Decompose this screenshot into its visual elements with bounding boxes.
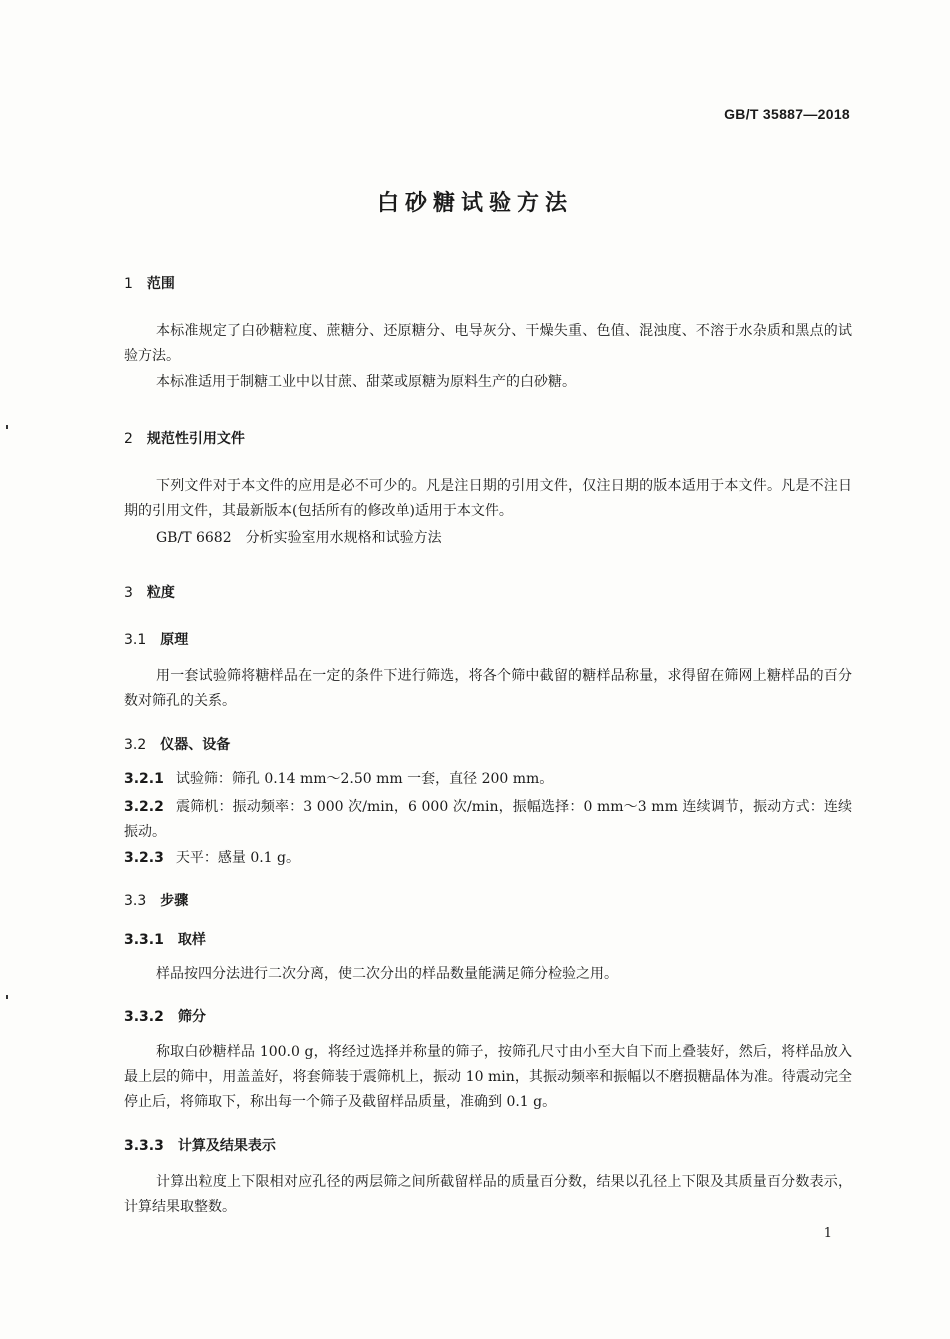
section-3-3-1-paragraph: 样品按四分法进行二次分离，使二次分出的样品数量能满足筛分检验之用。 [156, 966, 618, 982]
scan-edge-mark [6, 425, 8, 429]
section-3-3-1-heading [124, 929, 206, 949]
section-2-paragraph-1: 下列文件对于本文件的应用是必不可少的。凡是注日期的引用文件，仅注日期的版本适用于本文件。凡是不注日期的引用文件，其最新版本(包括所有的修改单)适用于本文件。 [124, 478, 852, 519]
page-number: 1 [823, 1226, 832, 1241]
section-1-paragraph-1: 本标准规定了白砂糖粒度、蔗糖分、还原糖分、电导灰分、干燥失重、色值、混浊度、不溶于水杂质和黑点的试验方法。 [124, 323, 852, 364]
section-number: 3.3 [124, 893, 147, 909]
section-3-3-3-heading [124, 1135, 276, 1155]
section-3-heading [124, 582, 175, 602]
section-title: 粒度 [146, 585, 175, 601]
page-title: 白砂糖试验方法 [376, 191, 573, 216]
section-title: 步骤 [160, 893, 189, 909]
section-number: 3.2 [124, 737, 147, 753]
section-3-3-2-paragraph: 称取白砂糖样品 100.0 g，将经过选择并称量的筛子，按筛孔尺寸由小至大自下而上叠装好，然后，将样品放入最上层的筛中，用盖盖好，将套筛装于震筛机上，振动 10 min，其振动频率和振幅以不磨损糖晶体为准。待震动完全停止后，将筛取下，称出每一个筛子及截留样品质量，准确到 0.1 g。 [124, 1044, 852, 1110]
section-title: 取样 [177, 932, 206, 948]
section-2-heading [124, 428, 245, 448]
section-title: 范围 [146, 276, 175, 292]
section-3-3-2-heading [124, 1006, 206, 1026]
section-title: 仪器、设备 [160, 737, 231, 753]
section-3-3-heading [124, 890, 188, 910]
section-number: 3 [124, 585, 133, 601]
item-text: 试验筛：筛孔 0.14 mm～2.50 mm 一套，直径 200 mm。 [175, 771, 554, 787]
item-3-2-2 [124, 795, 852, 845]
item-text: 天平：感量 0.1 g。 [175, 850, 301, 866]
section-title: 原理 [160, 632, 189, 648]
section-number: 3.3.2 [124, 1009, 164, 1025]
item-number: 3.2.3 [124, 850, 164, 866]
section-number: 1 [124, 276, 133, 292]
item-number: 3.2.2 [124, 799, 164, 815]
section-number: 3.1 [124, 632, 147, 648]
section-title: 计算及结果表示 [177, 1138, 276, 1154]
item-number: 3.2.1 [124, 771, 164, 787]
scan-edge-mark [6, 995, 8, 999]
section-1-heading [124, 273, 175, 293]
normative-reference: GB/T 6682 分析实验室用水规格和试验方法 [156, 530, 442, 546]
section-number: 3.3.3 [124, 1138, 164, 1154]
section-3-1-paragraph: 用一套试验筛将糖样品在一定的条件下进行筛选，将各个筛中截留的糖样品称量，求得留在筛网上糖样品的百分数对筛孔的关系。 [124, 668, 852, 709]
section-title: 规范性引用文件 [146, 431, 245, 447]
section-3-1-heading [124, 629, 188, 649]
section-title: 筛分 [177, 1009, 206, 1025]
item-3-2-3 [124, 846, 852, 871]
item-3-2-1 [124, 767, 852, 792]
section-number: 3.3.1 [124, 932, 164, 948]
section-1-paragraph-2: 本标准适用于制糖工业中以甘蔗、甜菜或原糖为原料生产的白砂糖。 [156, 374, 576, 390]
standard-code: GB/T 35887—2018 [724, 106, 850, 122]
section-3-2-heading [124, 734, 230, 754]
section-number: 2 [124, 431, 133, 447]
item-text: 震筛机：振动频率：3 000 次/min，6 000 次/min，振幅选择：0 mm～3 mm 连续调节，振动方式：连续振动。 [124, 799, 852, 840]
section-3-3-3-paragraph: 计算出粒度上下限相对应孔径的两层筛之间所截留样品的质量百分数，结果以孔径上下限及其质量百分数表示，计算结果取整数。 [124, 1174, 852, 1215]
